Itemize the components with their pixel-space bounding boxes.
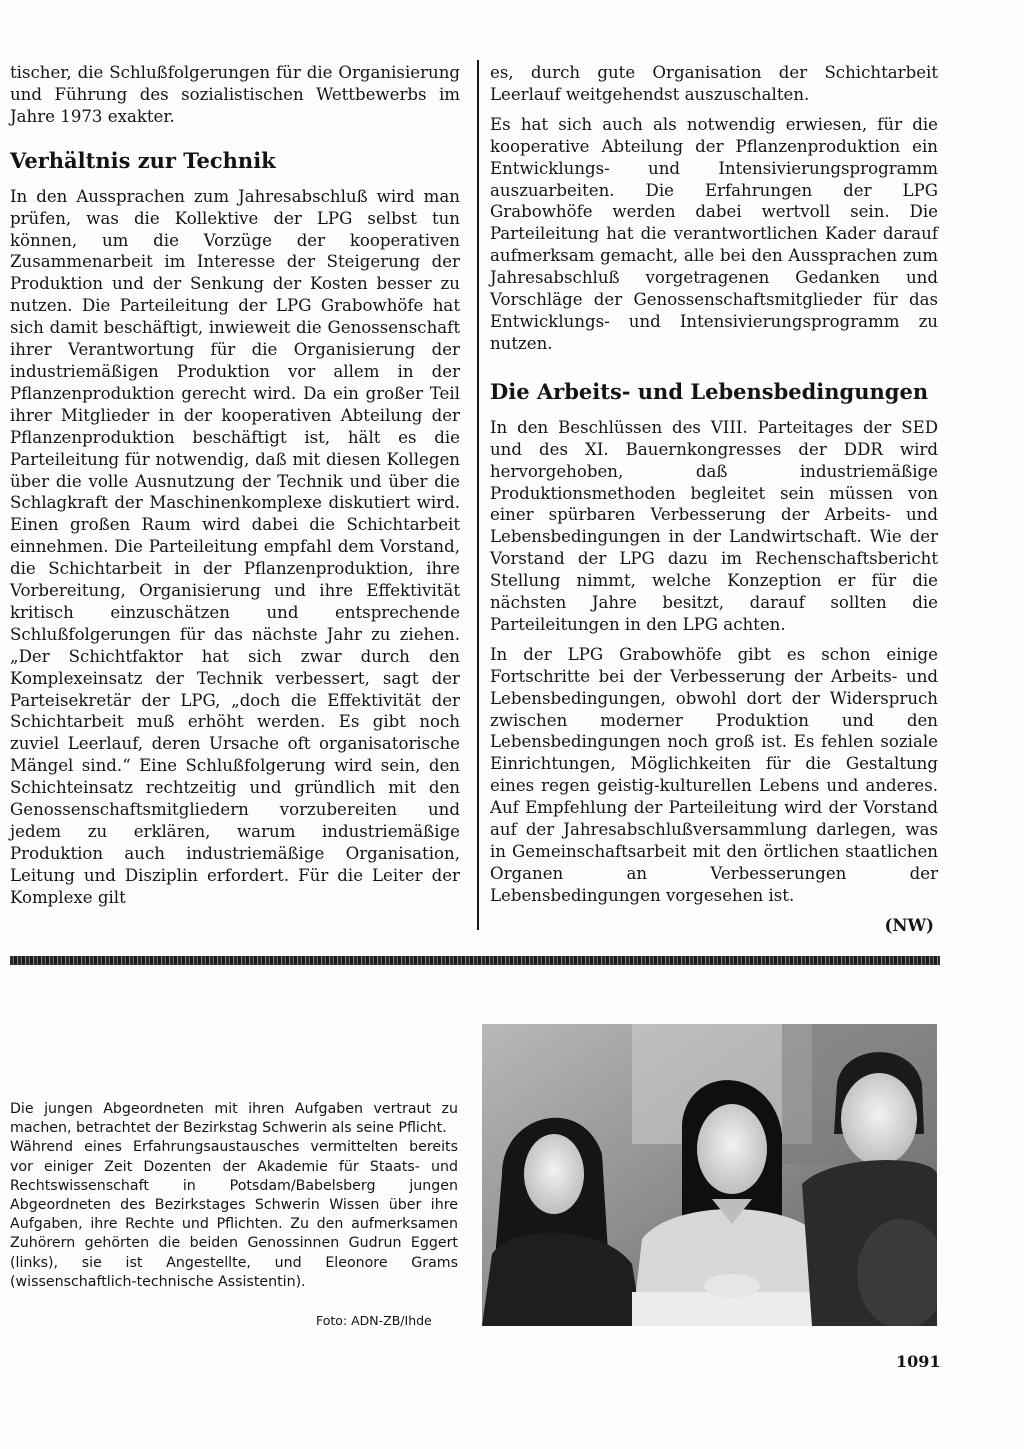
right-paragraph-beschluesse: In den Beschlüssen des VIII. Parteitages der SED und des XI. Bauernkongresses der DDR wird hervorgehoben, daß industriemäßige Produktionsmethoden begleitet sein müssen von einer spürbaren Verbesserung der Arbeits- und Lebensbedingungen in der Landwirtschaft. Wie der Vorstand der LPG dazu im Rechenschaftsbericht Stellung nimmt, welche Konzeption er für die nächsten Jahre besitzt, darauf sollten die Parteileitungen in den LPG achten. xyxy=(490,417,938,634)
photo-illustration xyxy=(482,1024,937,1326)
photograph xyxy=(482,1024,937,1326)
section-heading-lebensbedingungen: Die Arbeits- und Lebensbedingungen xyxy=(490,378,929,404)
caption-intro: Die jungen Abgeordneten mit ihren Aufgaben vertraut zu machen, betrachtet der Bezirkstag Schwerin als seine Pflicht. xyxy=(10,1101,458,1137)
right-paragraph-programm: Es hat sich auch als notwendig erwiesen, für die kooperative Abteilung der Pflanzenproduktion ein Entwicklungs- und Intensivierungsprogramm auszuarbeiten. Die Erfahrungen der LPG Grabowhöfe werden dabei wertvoll sein. Die Parteileitung hat die verantwortlichen Kader darauf aufmerksam gemacht, alle bei den Aussprachen zum Jahresabschluß vorgetragenen Gedanken und Vorschläge der Genossenschaftsmitglieder für das Entwicklungs- und Intensivierungsprogramm zu nutzen. xyxy=(490,114,938,353)
page-number: 1091 xyxy=(896,1352,941,1371)
photo-credit: Foto: ADN-ZB/Ihde xyxy=(316,1313,432,1328)
photo-caption xyxy=(10,1100,458,1292)
right-column xyxy=(490,62,938,937)
author-signature: (NW) xyxy=(884,914,934,935)
left-column xyxy=(10,62,460,917)
section-rule xyxy=(10,956,940,965)
caption-body: Während eines Erfahrungsaustausches vermittelten bereits vor einiger Zeit Dozenten der Akademie für Staats- und Rechtswissenschaft in Potsdam/Babelsberg jungen Abgeordneten des Bezirkstages Schwerin Wissen über ihre Aufgaben, ihre Rechte und Pflichten. Zu den aufmerksamen Zuhörern gehörten die beiden Genossinnen Gudrun Eggert (links), sie ist Angestellte, und Eleonore Grams (wissenschaftlich-technische Assistentin). xyxy=(10,1139,458,1290)
left-paragraph-technik: In den Aussprachen zum Jahresabschluß wird man prüfen, was die Kollektive der LPG selbst tun können, um die Vorzüge der kooperativen Zusammenarbeit im Interesse der Steigerung der Produktion und der Senkung der Kosten besser zu nutzen. Die Parteileitung der LPG Grabowhöfe hat sich damit beschäftigt, inwieweit die Genossenschaft ihrer Verantwortung für die Organisierung der industriemäßigen Produktion vor allem in der Pflanzenproduktion gerecht wird. Da ein großer Teil ihrer Mitglieder in der kooperativen Abteilung der Pflanzenproduktion beschäftigt ist, hält es die Parteileitung für notwendig, daß mit diesen Kollegen über die volle Ausnutzung der Technik und über die Schlagkraft der Maschinenkomplexe diskutiert wird. Einen großen Raum wird dabei die Schichtarbeit einnehmen. Die Parteileitung empfahl dem Vorstand, die Schichtarbeit in der Pflanzenproduktion, ihre Vorbereitung, Organisierung und ihre Effektivität kritisch einzuschätzen und entsprechende Schlußfolgerungen für das nächste Jahr zu ziehen. „Der Schichtfaktor hat sich zwar durch den Komplexeinsatz der Technik verbessert, sagt der Parteisekretär der LPG, „doch die Effektivität der Schichtarbeit muß erhöht werden. Es gibt noch zuviel Leerlauf, deren Ursache oft organisatorische Mängel sind.“ Eine Schlußfolgerung wird sein, den Schichteinsatz rechtzeitig und gründlich mit den Genossenschaftsmitgliedern vorzubereiten und jedem zu erklären, warum industriemäßige Produktion auch industriemäßige Organisation, Leitung und Disziplin erfordert. Für die Leiter der Komplexe gilt xyxy=(10,186,460,907)
column-divider xyxy=(477,60,479,930)
right-paragraph-grabowhoefe: In der LPG Grabowhöfe gibt es schon einige Fortschritte bei der Verbesserung der Arbeits- und Lebensbedingungen, obwohl dort der Widerspruch zwischen moderner Produktion und den Lebensbedingungen noch groß ist. Es fehlen soziale Einrichtungen, Möglichkeiten für die Gestaltung eines regen geistig-kulturellen Lebens und anderes. Auf Empfehlung der Parteileitung wird der Vorstand auf der Jahresabschlußversammlung darlegen, was in Gemeinschaftsarbeit mit den örtlichen staatlichen Organen an Verbesserungen der Lebensbedingungen vorgesehen ist. xyxy=(490,644,938,905)
left-paragraph-continuation: tischer, die Schlußfolgerungen für die Organisierung und Führung des sozialistischen Wettbewerbs im Jahre 1973 exakter. xyxy=(10,63,460,126)
right-paragraph-continuation: es, durch gute Organisation der Schichtarbeit Leerlauf weitgehendst auszuschalten. xyxy=(490,63,938,104)
section-heading-technik: Verhältnis zur Technik xyxy=(10,147,276,173)
